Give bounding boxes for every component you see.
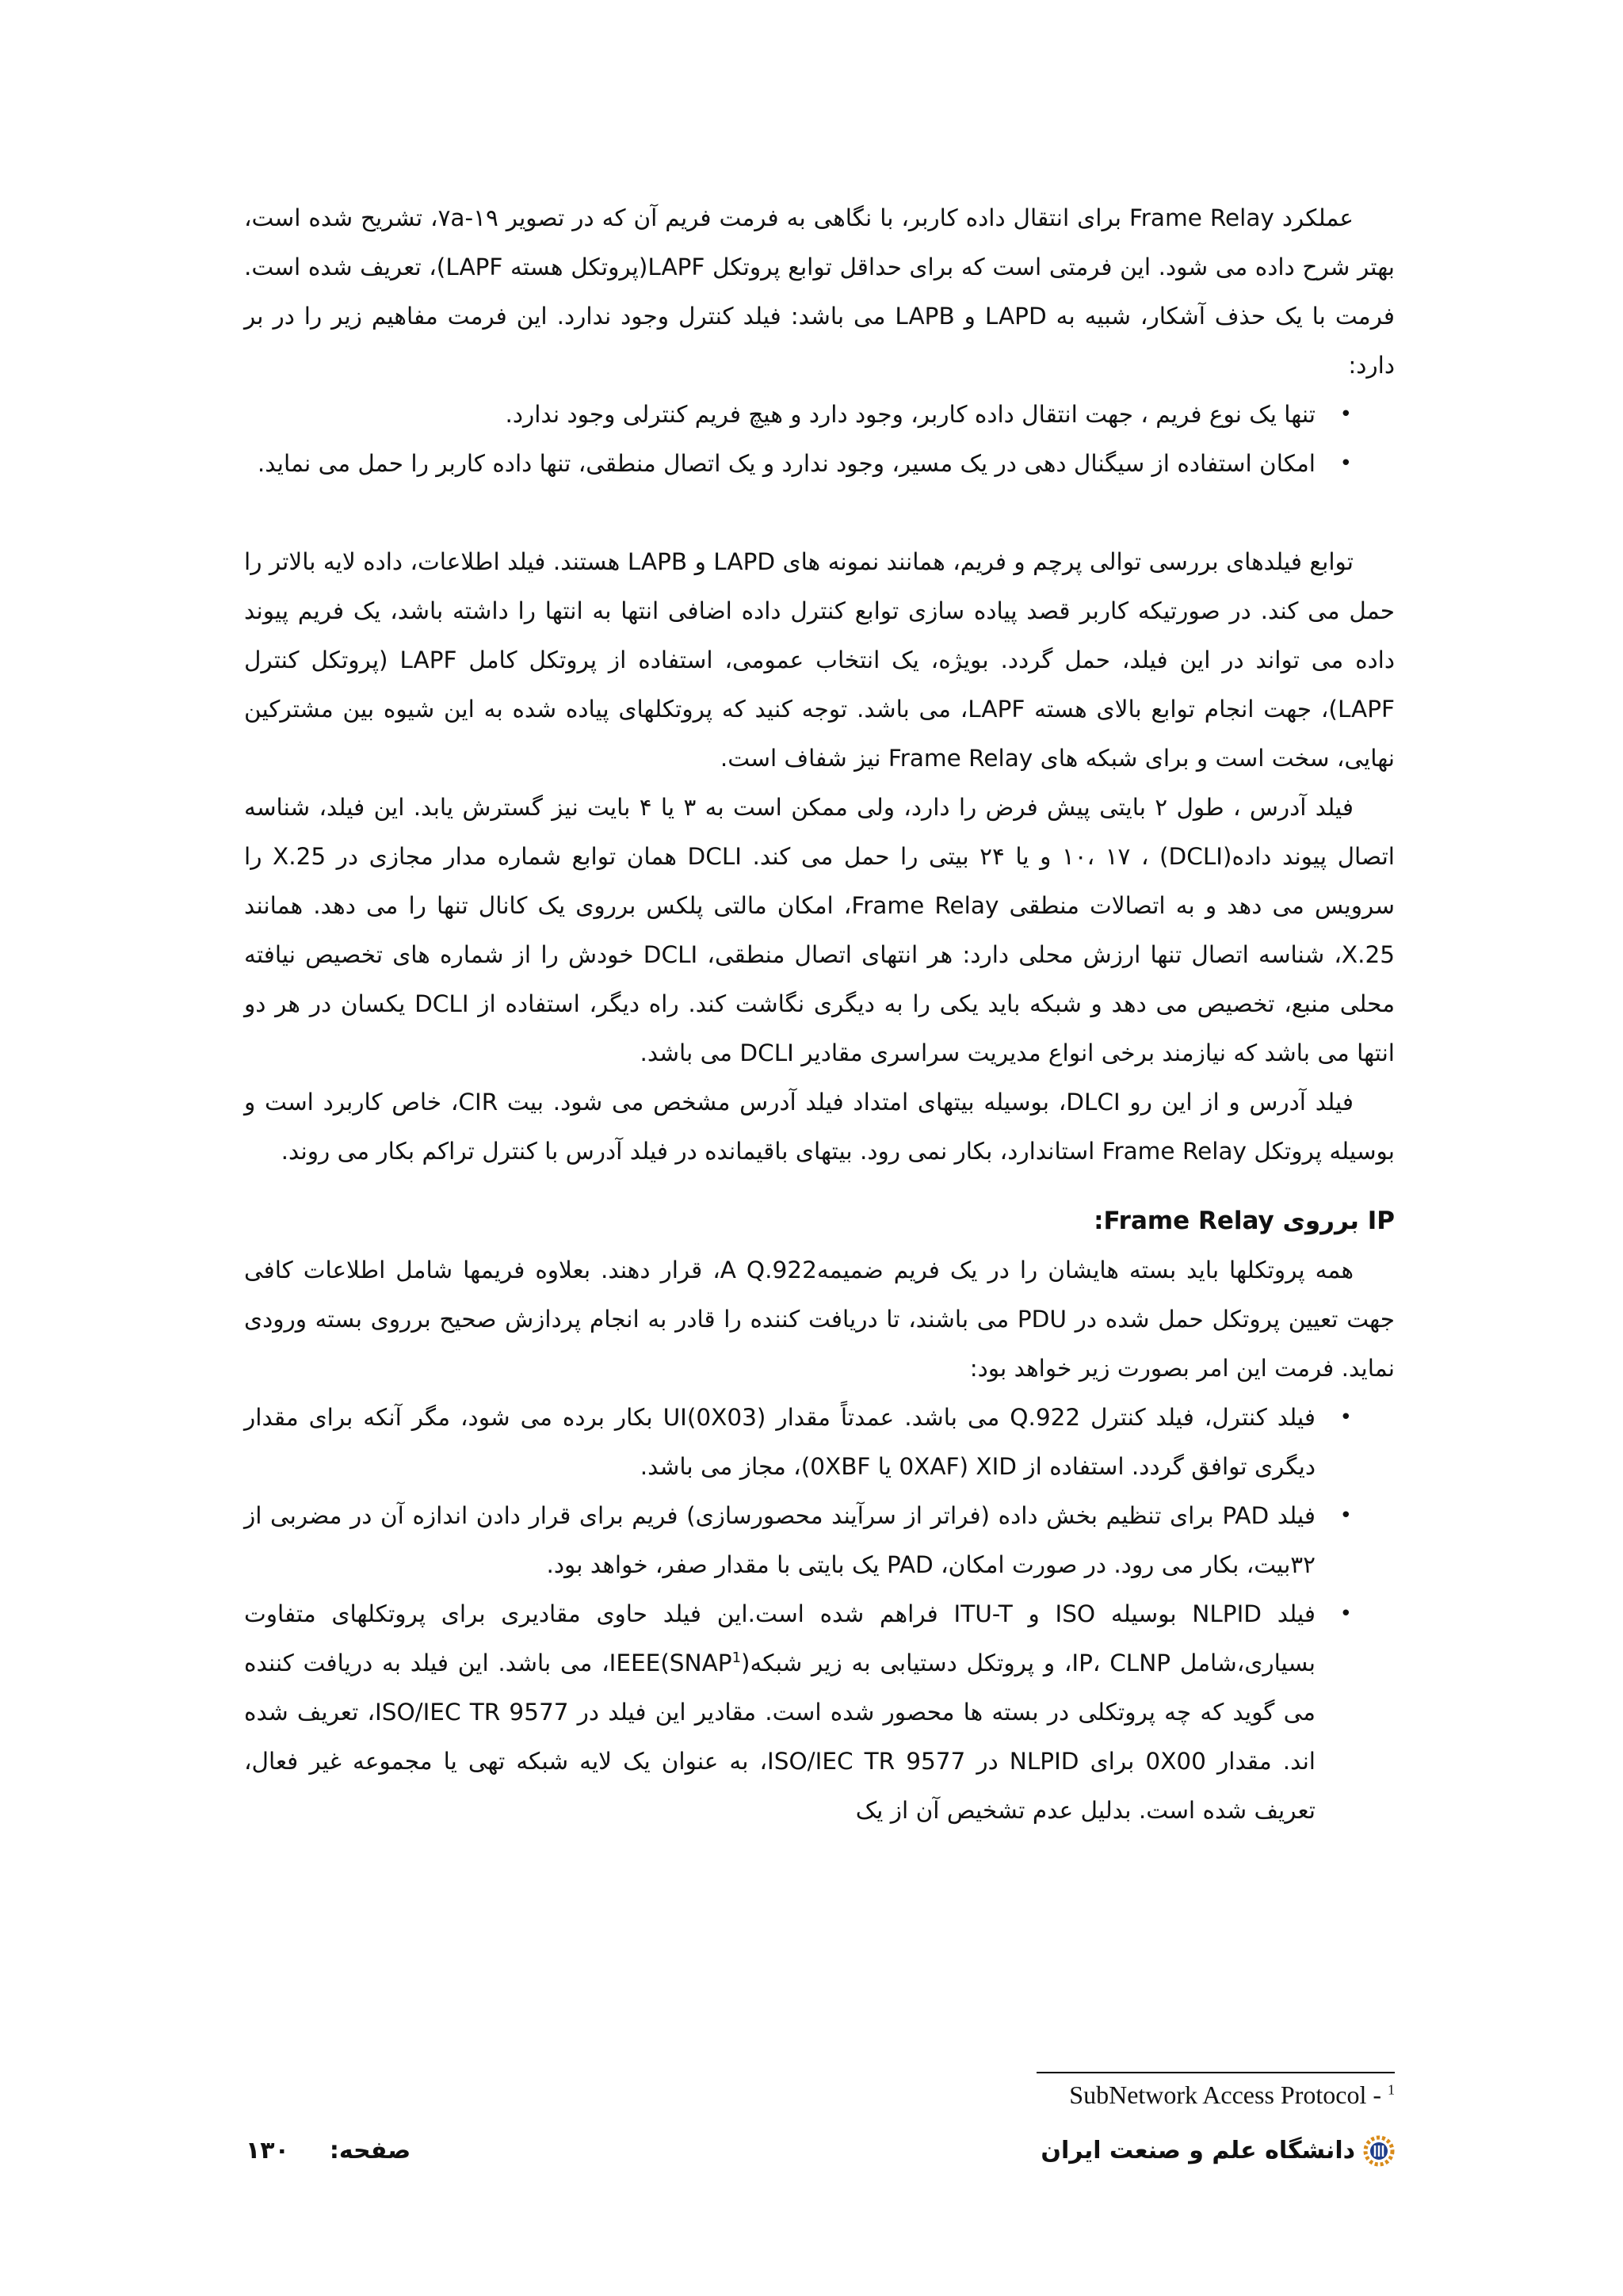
page-label: صفحه: [329,2137,411,2164]
footer-university [1041,2127,1395,2175]
footnote [951,2074,1395,2115]
bullet-list-1 [244,390,1395,488]
list-item: • امکان استفاده از سیگنال دهی در یک مسیر، وجود ندارد و یک اتصال منطقی، تنها داده کاربر را حمل می نماید. [244,439,1316,488]
page-footer [244,2127,1395,2175]
list-item-text: )IEEE، می باشد. این فیلد به دریافت کننده می گوید که چه پروتکلی در بسته ها محصور شده است. مقادیر این فیلد در ISO/IEC TR 9577، تعریف شده اند. مقدار 0X00 برای NLPID در ISO/IEC TR 9577، به عنوان یک لایه شبکه تهی یا مجموعه غیر فعال، تعریف شده است. بدلیل عدم تشخیص آن از یک [244,1650,1316,1824]
paragraph-ip-over-fr: همه پروتکلها باید بسته هایشان را در یک فریم ضمیمهA Q.922، قرار دهند. بعلاوه فریمها شامل اطلاعات کافی جهت تعیین پروتکل حمل شده در PDU می باشند، تا دریافت کننده را قادر به انجام پردازش صحیح برروی بسته ورودی نماید. فرمت این امر بصورت زیر خواهد بود: [244,1257,1395,1382]
footnote-ref[interactable]: 1 [731,1650,742,1667]
list-item [244,1589,1316,1835]
list-item: • فیلد کنترل، فیلد کنترل Q.922 می باشد. عمدتاً مقدار UI(0X03) بکار برده می شود، مگر آنکه برای مقدار دیگری توافق گردد. استفاده از XID (0XAF یا 0XBF)، مجاز می باشد. [244,1393,1316,1491]
footnote-divider [1037,2072,1395,2073]
page-indicator [244,2127,411,2175]
paragraph-dlci: فیلد آدرس و از این رو DLCI، بوسیله بیتهای امتداد فیلد آدرس مشخص می شود. بیت CIR، خاص کاربرد است و بوسیله پروتکل Frame Relay استاندارد، بکار نمی رود. بیتهای باقیمانده در فیلد آدرس با کنترل تراکم بکار می روند. [244,1089,1395,1165]
bullet-list-2 [244,1393,1395,1835]
paragraph-fields: توابع فیلدهای بررسی توالی پرچم و فریم، همانند نمونه های LAPD و LAPB هستند. فیلد اطلاعات، داده لایه بالاتر را حمل می کند. در صورتیکه کاربر قصد پیاده سازی توابع کنترل داده اضافی انتها به انتها را داشته باشد، یک فریم پیوند داده می تواند در این فیلد، حمل گردد. بویژه، یک انتخاب عمومی، استفاده از پروتکل کامل LAPF (پروتکل کنترل LAPF)، جهت انجام توابع بالای هسته LAPF، می باشد. توجه کنید که پروتکلهای پیاده شده به این شیوه بین مشترکین نهایی، سخت است و برای شبکه های Frame Relay نیز شفاف است. [244,548,1395,772]
document-body [244,193,1395,1835]
paragraph-intro: عملکرد Frame Relay برای انتقال داده کاربر، با نگاهی به فرمت فریم آن که در تصویر ۷a-۱۹، تشریح شده است، بهتر شرح داده می شود. این فرمتی است که برای حداقل توابع پروتکل LAPF(پروتکل هسته LAPF)، تعریف شده است. فرمت با یک حذف آشکار، شبیه به LAPD و LAPB می باشد: فیلد کنترل وجود ندارد. این فرمت مفاهیم زیر را در بر دارد: [244,204,1396,379]
list-item: • فیلد PAD برای تنظیم بخش داده (فراتر از سرآیند محصورسازی) فریم برای قرار دادن اندازه آن در مضربی از ۳۲بیت، بکار می رود. در صورت امکان، PAD یک بایتی با مقدار صفر، خواهد بود. [244,1491,1316,1589]
university-name: دانشگاه علم و صنعت ایران [1041,2137,1355,2164]
paragraph-address: فیلد آدرس ، طول ۲ بایتی پیش فرض را دارد، ولی ممکن است به ۳ یا ۴ بایت نیز گسترش یابد. این فیلد، شناسه اتصال پیوند داده(DCLI) ، ۱۰، ۱۷ و یا ۲۴ بیتی را حمل می کند. DCLI همان توابع شماره مدار مجازی در X.25 را سرویس می دهد و به اتصالات منطقی Frame Relay، امکان مالتی پلکس برروی یک کانال تنها را می دهد. همانند X.25، شناسه اتصال تنها ارزش محلی دارد: هر انتهای اتصال منطقی، DCLI خودش را از شماره های تخصیص نیافته محلی منبع، تخصیص می دهد و شبکه باید یکی را به دیگری نگاشت کند. راه دیگر، استفاده از DCLI یکسان در هر دو انتها می باشد که نیازمند برخی انواع مدیریت سراسری مقادیر DCLI می باشد. [244,794,1396,1066]
footnote-text: SubNetwork Access Protocol - [1069,2081,1388,2109]
footnote-number: 1 [1388,2081,1395,2098]
university-logo-icon [1363,2135,1395,2167]
list-item: • تنها یک نوع فریم ، جهت انتقال داده کاربر، وجود دارد و هیچ فریم کنترلی وجود ندارد. [244,390,1316,439]
page-number: ۱۳۰ [246,2137,289,2164]
list-item-text: فیلد NLPID بوسیله ISO و ITU-T فراهم شده است.این فیلد حاوی مقادیری برای پروتکلهای متفاوت بسیاری،شامل IP، CLNP، و پروتکل دستیابی به زیر شبکه(SNAP [244,1600,1316,1676]
section-heading: IP برروی Frame Relay: [1094,1207,1395,1235]
